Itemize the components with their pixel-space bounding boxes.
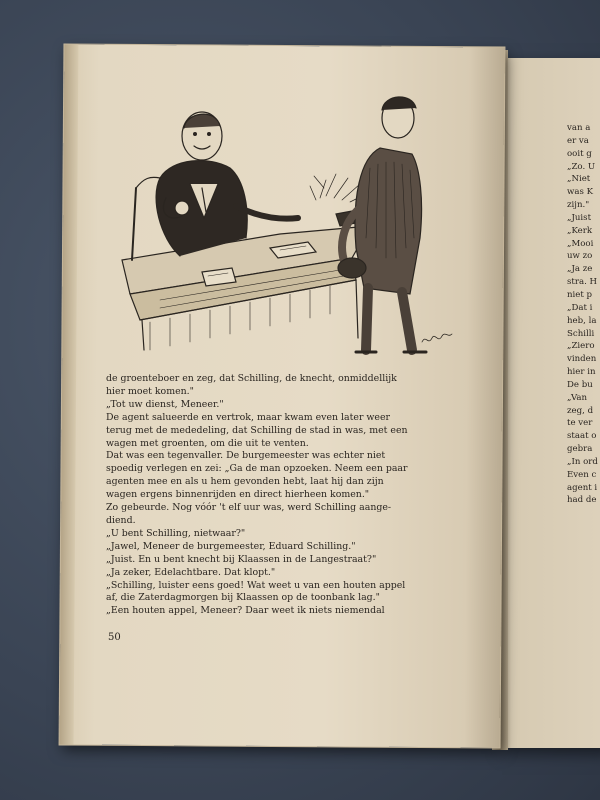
text-line: „Tot uw dienst, Meneer." <box>106 398 224 410</box>
text-line: hier moet komen." <box>106 385 194 397</box>
right-line: er va <box>567 135 589 146</box>
right-line: van a <box>567 123 591 133</box>
right-line: Schilli <box>567 328 595 339</box>
right-line: uw zo <box>567 251 593 262</box>
text-line: Zo gebeurde. Nog vóór 't elf uur was, werd Schilling aange- <box>106 502 392 514</box>
right-line: „Ja ze <box>567 264 593 275</box>
text-line: De agent salueerde en vertrok, maar kwam even later weer <box>106 411 391 423</box>
text-line: „Ja zeker, Edelachtbare. Dat klopt." <box>106 566 276 578</box>
right-line: „Mooi <box>567 238 594 249</box>
right-line: niet p <box>567 289 593 300</box>
text-line: de groenteboer en zeg, dat Schilling, de knecht, onmiddellijk <box>106 373 397 384</box>
right-line: Even c <box>567 469 597 480</box>
right-line: „In ord <box>567 456 598 467</box>
text-line: „Juist. En u bent knecht bij Klaassen in de Langestraat?" <box>106 553 377 565</box>
illustration-mayor-and-worker <box>120 88 480 360</box>
right-page-text <box>567 122 600 507</box>
right-line: te ver <box>567 418 593 429</box>
right-line: stra. H <box>567 277 598 288</box>
text-line: spoedig verlegen en zei: „Ga de man opzoeken. Neem een paar <box>106 463 408 475</box>
text-line: „U bent Schilling, nietwaar?" <box>106 527 246 539</box>
page-number: 50 <box>108 632 121 643</box>
right-line: zeg, d <box>567 405 594 416</box>
right-line: „Ziero <box>567 341 595 352</box>
right-line: staat o <box>567 431 597 442</box>
text-line: wagen ergens binnenrijden en direct hierheen komen." <box>106 489 370 501</box>
right-line: gebra <box>567 444 593 455</box>
right-line: heb, la <box>567 315 597 326</box>
right-line: „Niet <box>567 174 591 185</box>
right-line: „Dat i <box>567 302 593 313</box>
right-line: „Kerk <box>567 225 593 236</box>
text-line: agenten mee en als u hem gevonden hebt, laat hij dan zijn <box>106 476 384 488</box>
text-line: diend. <box>106 514 136 526</box>
right-line: was K <box>567 187 594 198</box>
right-line: vinden <box>567 354 597 365</box>
right-line: zijn." <box>567 200 590 211</box>
right-line: „Juist <box>567 212 592 223</box>
right-line: De bu <box>567 379 593 390</box>
right-line: „Zo. U <box>567 161 596 172</box>
right-line: had de <box>567 495 597 506</box>
text-line: „Jawel, Meneer de burgemeester, Eduard Schilling." <box>106 540 356 552</box>
right-line: agent i <box>567 482 598 493</box>
right-line: hier in <box>567 367 596 378</box>
text-line: Dat was een tegenvaller. De burgemeester was echter niet <box>106 450 386 462</box>
text-line: af, die Zaterdagmorgen bij Klaassen op de toonbank lag." <box>106 592 380 604</box>
right-line: ooit g <box>567 148 592 159</box>
text-line: wagen met groenten, om die uit te venten. <box>106 437 309 449</box>
right-line: „Van <box>567 392 588 403</box>
text-line: terug met de mededeling, dat Schilling de stad in was, met een <box>106 424 408 436</box>
text-line: „Een houten appel, Meneer? Daar weet ik niets niemendal <box>106 605 385 617</box>
body-text <box>106 373 450 618</box>
text-line: „Schilling, luister eens goed! Wat weet u van een houten appel <box>106 579 406 591</box>
